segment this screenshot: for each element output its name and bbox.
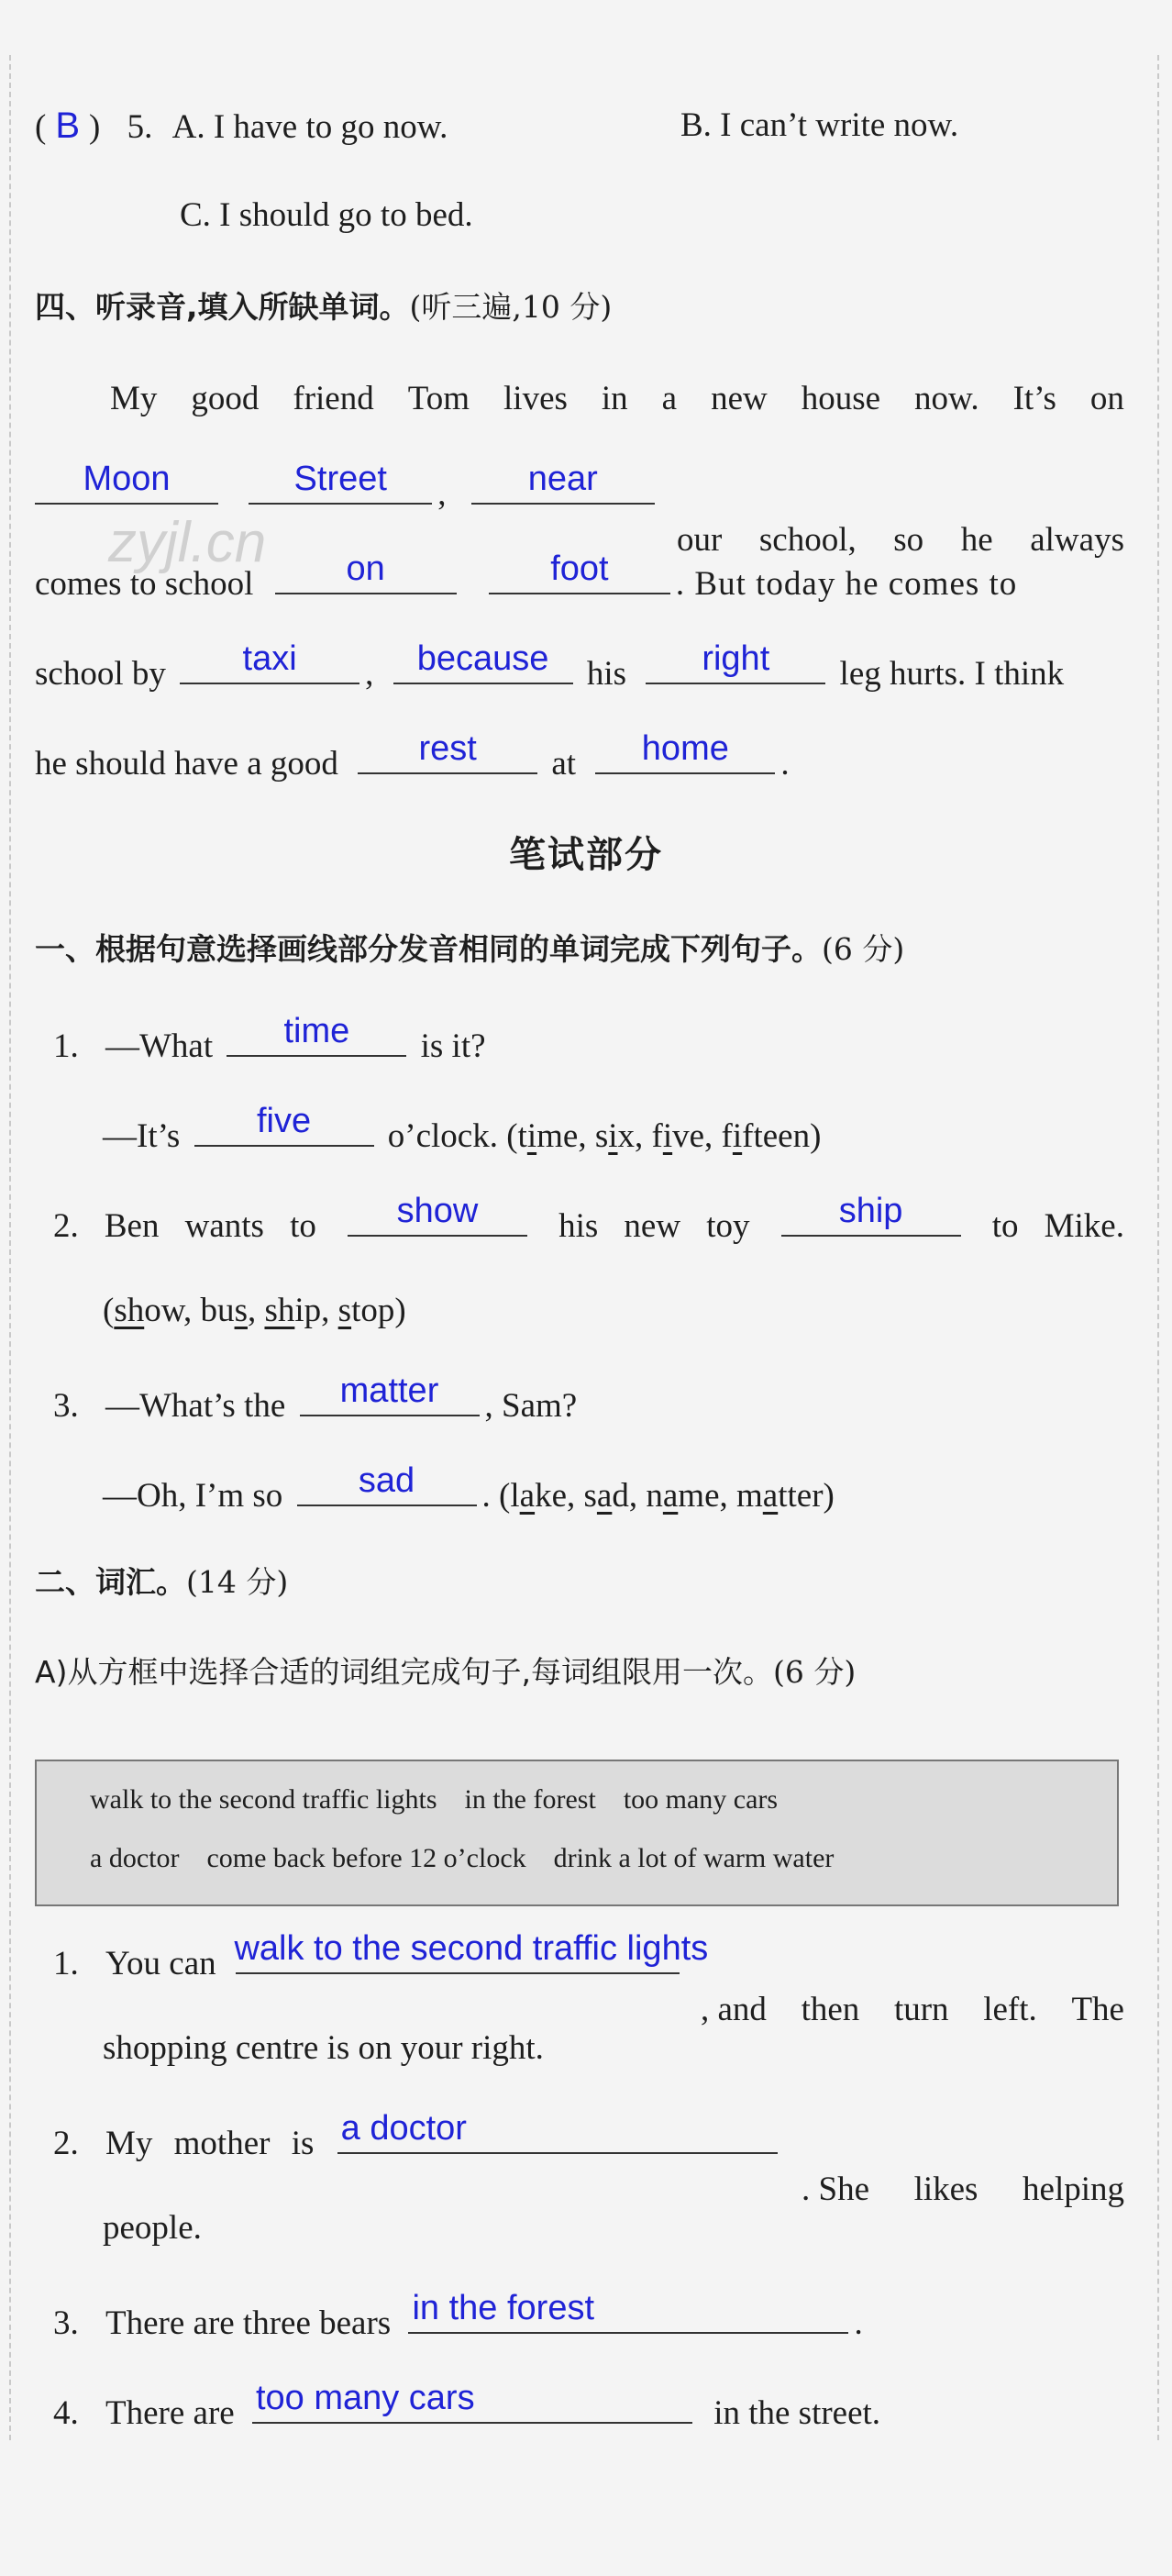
blank-3: near: [471, 466, 655, 505]
blank-10: home: [595, 736, 775, 774]
question-5: ( B ) 5. A. I have to go now.: [35, 105, 448, 146]
q3-blank-a: matter: [300, 1378, 480, 1416]
option-a: A. I have to go now.: [171, 108, 448, 146]
blank-5: foot: [489, 556, 670, 594]
q3-line-a: 3. —What’s the matter , Sam?: [53, 1371, 578, 1425]
sentence-2: 2. My mother is a doctor . She likes helping: [53, 2109, 1124, 2208]
answer-q5: B: [55, 105, 81, 146]
part-2-heading: 二、词汇。(14 分): [35, 1564, 289, 1600]
q1-blank-a: time: [227, 1018, 406, 1057]
blank-1: Moon: [35, 466, 218, 505]
q3-blank-b: sad: [297, 1468, 477, 1506]
sentence-1-cont: shopping centre is on your right.: [103, 2029, 544, 2067]
sentence-3-blank: in the forest: [408, 2295, 848, 2334]
watermark: zyjl.cn: [108, 511, 267, 574]
right-dashed-margin: [1157, 55, 1159, 2440]
section-4-heading: 四、听录音,填入所缺单词。(听三遍,10 分): [35, 289, 613, 325]
sentence-3: 3. There are three bears in the forest .: [53, 2289, 863, 2342]
sentence-1: 1. You can walk to the second traffic lights , and then turn left. The: [53, 1929, 1124, 2028]
part-1-heading: 一、根据句意选择画线部分发音相同的单词完成下列句子。(6 分): [35, 931, 905, 967]
blank-2: Street: [249, 466, 432, 505]
q3-line-b: —Oh, I’m so sad . (lake, sad, name, matter): [103, 1461, 835, 1515]
q1-options: (time, six, five, fifteen): [506, 1117, 822, 1155]
q2-line-a: 2. Ben wants to show his new toy ship to Mike.: [53, 1192, 1124, 1245]
q2-options: (show, bus, ship, stop): [103, 1292, 406, 1329]
passage-line-3: comes to school on foot . But today he comes to: [35, 550, 1018, 603]
word-box-row-1: walk to the second traffic lights in the forest too many cars: [90, 1784, 779, 1815]
option-b: B. I can’t write now.: [680, 106, 959, 144]
left-dashed-margin: [9, 55, 11, 2440]
q2-blank-2: ship: [781, 1198, 961, 1237]
sentence-2-cont: people.: [103, 2209, 202, 2247]
passage-line-2: Moon Street , near our school, so he always: [35, 466, 1124, 517]
blank-7: because: [393, 646, 573, 684]
sentence-1-blank: walk to the second traffic lights: [236, 1936, 680, 1974]
blank-9: rest: [358, 736, 537, 774]
blank-6: taxi: [180, 646, 359, 684]
passage-line-1: My good friend Tom lives in a new house now. It’s on: [110, 380, 1124, 417]
passage-line-5: he should have a good rest at home .: [35, 729, 790, 783]
written-part-title: 笔试部分: [509, 834, 663, 876]
option-c: C. I should go to bed.: [180, 196, 473, 234]
blank-4: on: [275, 556, 457, 594]
q1-line-b: —It’s five o’clock. (time, six, five, fifteen): [103, 1102, 822, 1155]
sentence-4-blank: too many cars: [252, 2385, 692, 2424]
word-box-row-2: a doctor come back before 12 o’clock drink a lot of warm water: [90, 1843, 835, 1873]
sentence-4: 4. There are too many cars in the street.: [53, 2379, 881, 2432]
word-box: [35, 1760, 1119, 1906]
blank-8: right: [646, 646, 825, 684]
part-2a-heading: A)从方框中选择合适的词组完成句子,每词组限用一次。(6 分): [35, 1654, 857, 1690]
q2-blank-1: show: [348, 1198, 527, 1237]
passage-line-4: school by taxi , because his right leg hurts. I think: [35, 639, 1065, 693]
sentence-2-blank: a doctor: [337, 2115, 778, 2154]
q1-line-a: 1. —What time is it?: [53, 1012, 486, 1065]
q1-blank-b: five: [194, 1108, 374, 1147]
